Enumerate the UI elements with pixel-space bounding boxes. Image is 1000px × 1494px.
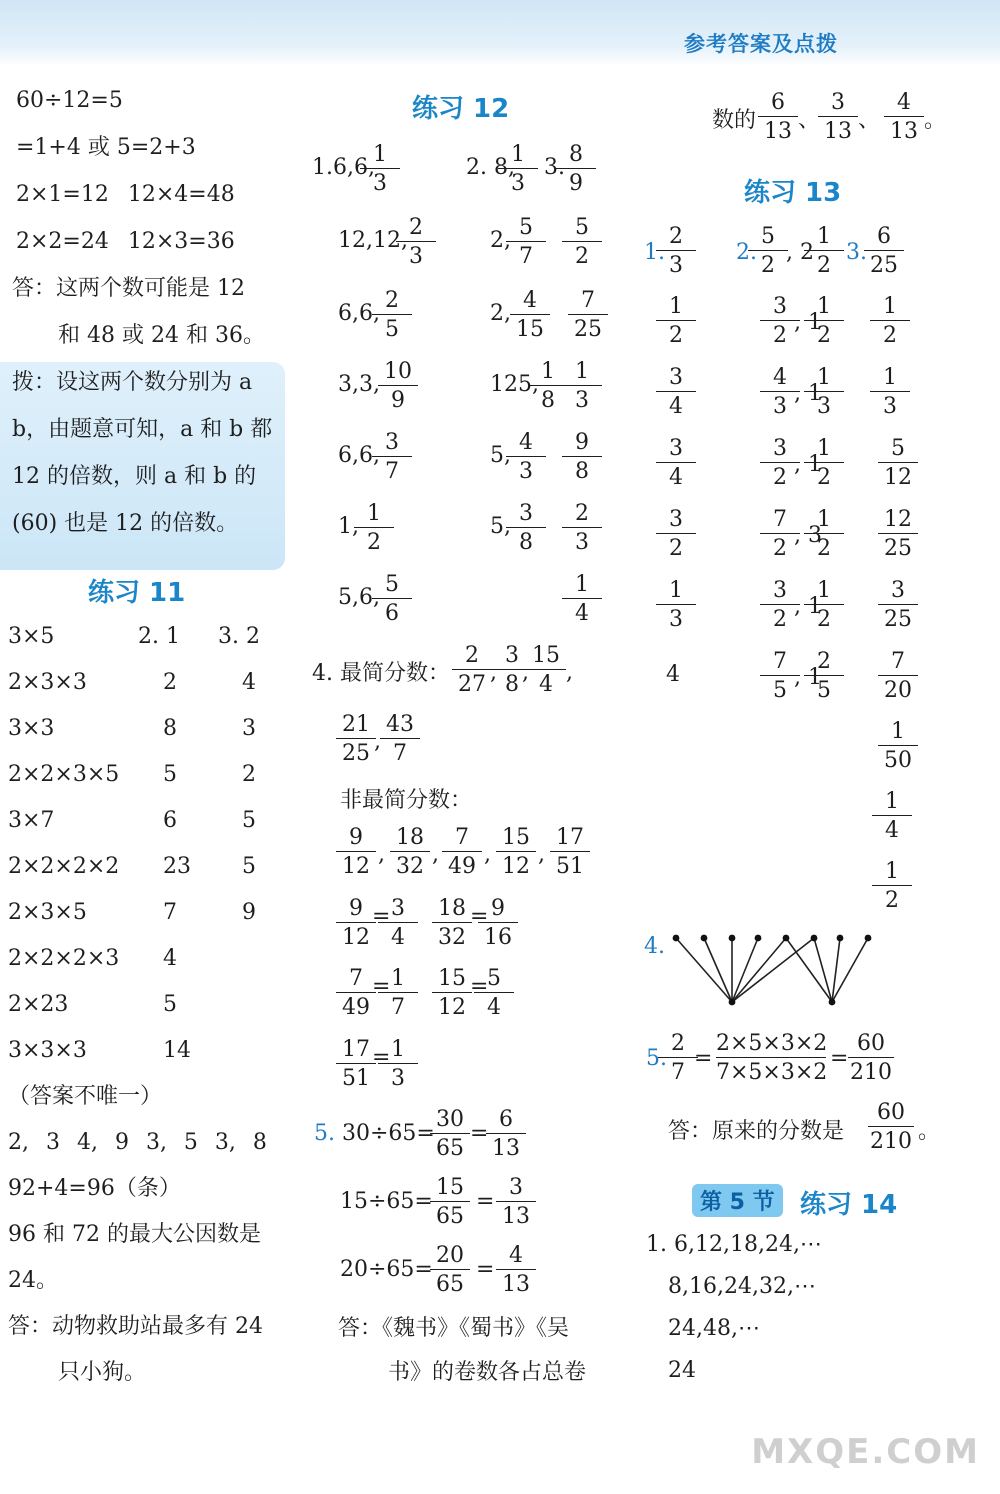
col1-line: （答案不唯一） [8, 1084, 163, 1109]
section-title-14: 练习 14 [800, 1190, 898, 1220]
table-cell: 3×3 [8, 716, 55, 741]
col1-line: 2×1=12 12×4=48 [16, 182, 235, 207]
table-cell: 2×2×3×5 [8, 762, 120, 787]
hint-line: 12 的倍数，则 a 和 b 的 [12, 464, 257, 489]
table-cell: 5 [163, 992, 177, 1017]
hint-box [0, 362, 285, 570]
col1-line: 2×2=24 12×3=36 [16, 229, 235, 254]
col3-top-text: 数的 [712, 108, 757, 133]
table-cell: 7 [163, 900, 177, 925]
section-title-11: 练习 11 [88, 578, 186, 608]
table-cell: 2×3×3 [8, 670, 87, 695]
col2-answer: 书》的卷数各占总卷 [388, 1360, 587, 1385]
table-cell: 4 [163, 946, 177, 971]
col1-line: 答：动物救助站最多有 24 [8, 1314, 263, 1339]
table-cell: 2 [242, 762, 256, 787]
table-cell: 3. 2 [218, 624, 260, 649]
q4-label: 4. 最简分数： [312, 661, 450, 686]
page-header [0, 0, 1000, 66]
col1-line: 和 48 或 24 和 36。 [58, 323, 265, 348]
multiples-line: 8,16,24,32,⋯ [668, 1274, 816, 1299]
col1-line: 92+4=96（条） [8, 1176, 181, 1201]
multiples-line: 24,48,⋯ [668, 1316, 760, 1341]
table-cell: 5 [163, 762, 177, 787]
table-cell: 14 [163, 1038, 191, 1063]
section-title-13: 练习 13 [744, 178, 842, 208]
table-cell: 3×5 [8, 624, 55, 649]
table-cell: 8 [163, 716, 177, 741]
hint-line: b，由题意可知，a 和 b 都 [12, 417, 273, 442]
table-cell: 2×3×5 [8, 900, 87, 925]
table-cell: 4 [242, 670, 256, 695]
col3-answer: 答：原来的分数是 [668, 1119, 845, 1144]
col1-line: 只小狗。 [58, 1360, 147, 1385]
table-cell: 2 [163, 670, 177, 695]
table-cell: 9 [242, 900, 256, 925]
table-cell: 23 [163, 854, 191, 879]
section5-badge: 第 5 节 [692, 1184, 783, 1217]
multiples-line: 1. 6,12,18,24,⋯ [646, 1232, 822, 1257]
hint-line: 拨：设这两个数分别为 a [12, 370, 253, 395]
table-cell: 2×23 [8, 992, 69, 1017]
col2-answer: 答：《魏书》《蜀书》《吴 [338, 1316, 570, 1341]
col1-line: =1+4 或 5=2+3 [16, 135, 196, 160]
nonsimplest-label: 非最简分数： [340, 788, 473, 813]
table-cell: 3 [242, 716, 256, 741]
hint-line: (60) 也是 12 的倍数。 [12, 511, 239, 536]
table-cell: 5 [242, 854, 256, 879]
table-cell: 6 [163, 808, 177, 833]
col1-line: 60÷12=5 [16, 88, 123, 113]
watermark: MXQE.COM [751, 1432, 980, 1472]
multiples-line: 24 [668, 1358, 696, 1383]
col1-line: 24。 [8, 1268, 58, 1293]
matching-diagram [660, 926, 890, 1012]
col1-line: 96 和 72 的最大公因数是 [8, 1222, 261, 1247]
table-cell: 5 [242, 808, 256, 833]
table-cell: 3×3×3 [8, 1038, 87, 1063]
header-title: 参考答案及点拨 [684, 32, 838, 56]
table-cell: 2. 1 [138, 624, 180, 649]
table-cell: 3×7 [8, 808, 55, 833]
table-cell: 2×2×2×2 [8, 854, 120, 879]
section-title-12: 练习 12 [412, 94, 510, 124]
col1-line: 答：这两个数可能是 12 [12, 276, 245, 301]
q5-label: 5. [646, 1046, 667, 1071]
col1-line: 2, 3 4, 9 3, 5 3, 8 [8, 1130, 267, 1155]
table-cell: 2×2×2×3 [8, 946, 120, 971]
